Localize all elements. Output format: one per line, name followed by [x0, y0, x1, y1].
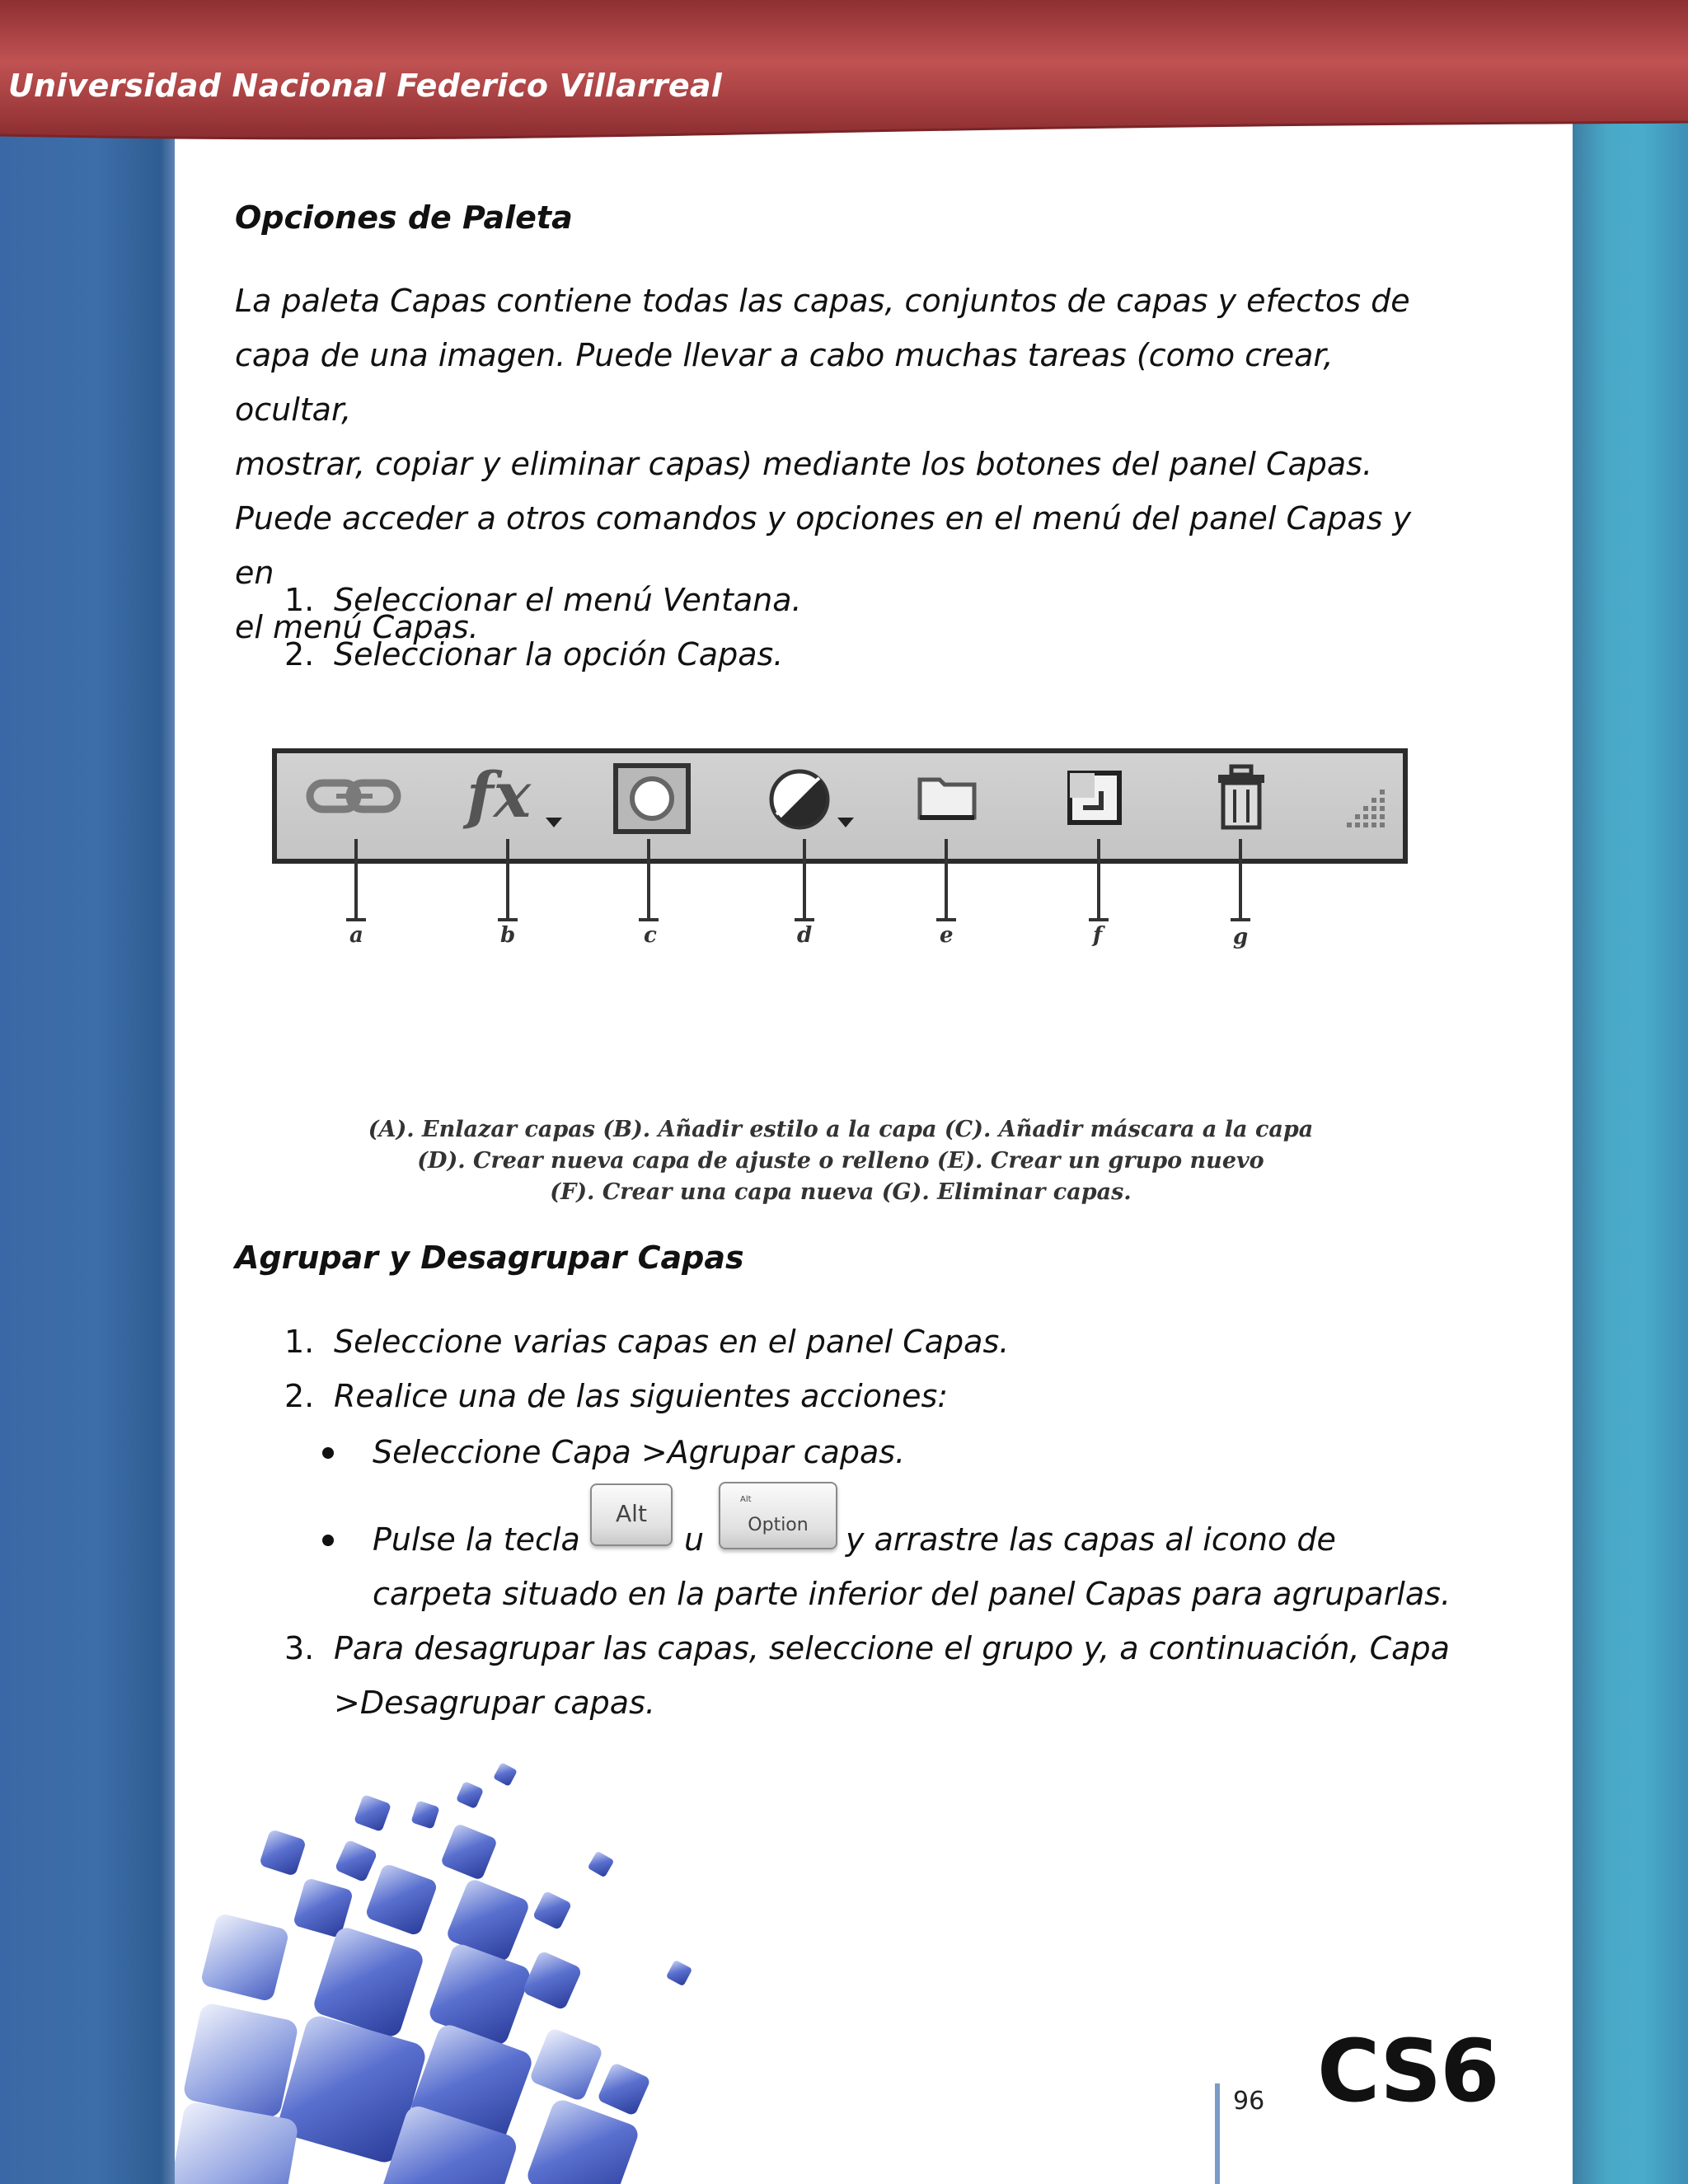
footer-divider: [1215, 2083, 1220, 2184]
callout-label-c: c: [644, 923, 657, 948]
callout-label-b: b: [500, 923, 516, 948]
list-item: Para desagrupar las capas, seleccione el grupo y, a continuación, Capa: [334, 1630, 1450, 1666]
list-item: Seleccionar el menú Ventana.: [334, 582, 802, 618]
list-item: Seleccionar la opción Capas.: [334, 636, 784, 673]
list-item: Seleccione varias capas en el panel Capas.: [334, 1324, 1010, 1360]
alt-key-icon: [590, 1483, 673, 1546]
list-number: 1.: [284, 582, 315, 618]
dropdown-arrow-icon: [836, 816, 856, 829]
page-number: 96: [1233, 2087, 1265, 2116]
new-layer-icon: [1063, 766, 1126, 829]
bullet-icon: [322, 1447, 334, 1459]
paragraph-line: La paleta Capas contiene todas las capas, conjuntos de capas y efectos de: [235, 283, 1410, 319]
list-item: Realice una de las siguientes acciones:: [334, 1378, 949, 1414]
bullet-text-start: Pulse la tecla: [373, 1521, 580, 1558]
paragraph-line: capa de una imagen. Puede llevar a cabo muchas tareas (como crear, ocultar,: [235, 337, 1334, 428]
list-number: 1.: [284, 1324, 315, 1360]
callout-label-d: d: [797, 923, 813, 948]
callout-lines: [272, 839, 1408, 925]
fx-icon: fx: [467, 758, 532, 832]
list-number: 3.: [284, 1630, 315, 1666]
brand-label: CS6: [1317, 2021, 1498, 2121]
callout-label-a: a: [349, 923, 363, 948]
option-key-icon: [719, 1482, 837, 1549]
bullet-icon: [322, 1535, 334, 1546]
bullet-text-or: u: [684, 1521, 705, 1558]
alt-key-label: Alt: [616, 1500, 647, 1527]
caption-line: (A). Enlazar capas (B). Añadir estilo a la capa (C). Añadir máscara a la capa: [368, 1117, 1314, 1142]
list-number: 2.: [284, 1378, 315, 1414]
decorative-cubes-graphic: [175, 1747, 752, 2184]
bullet-text-continued: carpeta situado en la parte inferior del panel Capas para agruparlas.: [373, 1576, 1451, 1612]
callout-label-e: e: [940, 923, 954, 948]
callout-label-g: g: [1233, 925, 1249, 949]
list-number: 2.: [284, 636, 315, 673]
left-blue-band: [0, 0, 175, 2184]
folder-icon: [915, 771, 981, 824]
section-heading-agrupar: Agrupar y Desagrupar Capas: [235, 1240, 744, 1276]
option-key-label: Option: [748, 1515, 809, 1535]
section-heading-paleta: Opciones de Paleta: [235, 199, 573, 236]
paragraph-line: mostrar, copiar y eliminar capas) mediante los botones del panel Capas.: [235, 446, 1373, 482]
paragraph-line: el menú Capas.: [235, 609, 479, 645]
callout-label-f: f: [1093, 923, 1103, 948]
paragraph-line: Puede acceder a otros comandos y opciones en el menú del panel Capas y en: [235, 500, 1412, 591]
right-teal-band: [1573, 0, 1688, 2184]
list-item-continued: >Desagrupar capas.: [334, 1685, 655, 1721]
resize-grip-icon: [1335, 785, 1393, 842]
caption-line: (F). Crear una capa nueva (G). Eliminar capas.: [550, 1179, 1132, 1205]
bullet-text-end: y arrastre las capas al icono de: [846, 1521, 1336, 1558]
dropdown-arrow-icon: [544, 816, 564, 829]
figure-caption: [346, 1114, 1335, 1208]
banner-title: Universidad Nacional Federico Villarreal: [8, 68, 722, 104]
adjustment-layer-icon: [768, 766, 834, 832]
trash-icon: [1213, 763, 1269, 832]
option-key-alt-label: Alt: [740, 1495, 752, 1504]
list-item: Seleccione Capa >Agrupar capas.: [373, 1434, 906, 1470]
link-icon: [305, 765, 404, 831]
caption-line: (D). Crear nueva capa de ajuste o relleno (E). Crear un grupo nuevo: [417, 1148, 1264, 1174]
layer-mask-icon: [613, 763, 692, 834]
